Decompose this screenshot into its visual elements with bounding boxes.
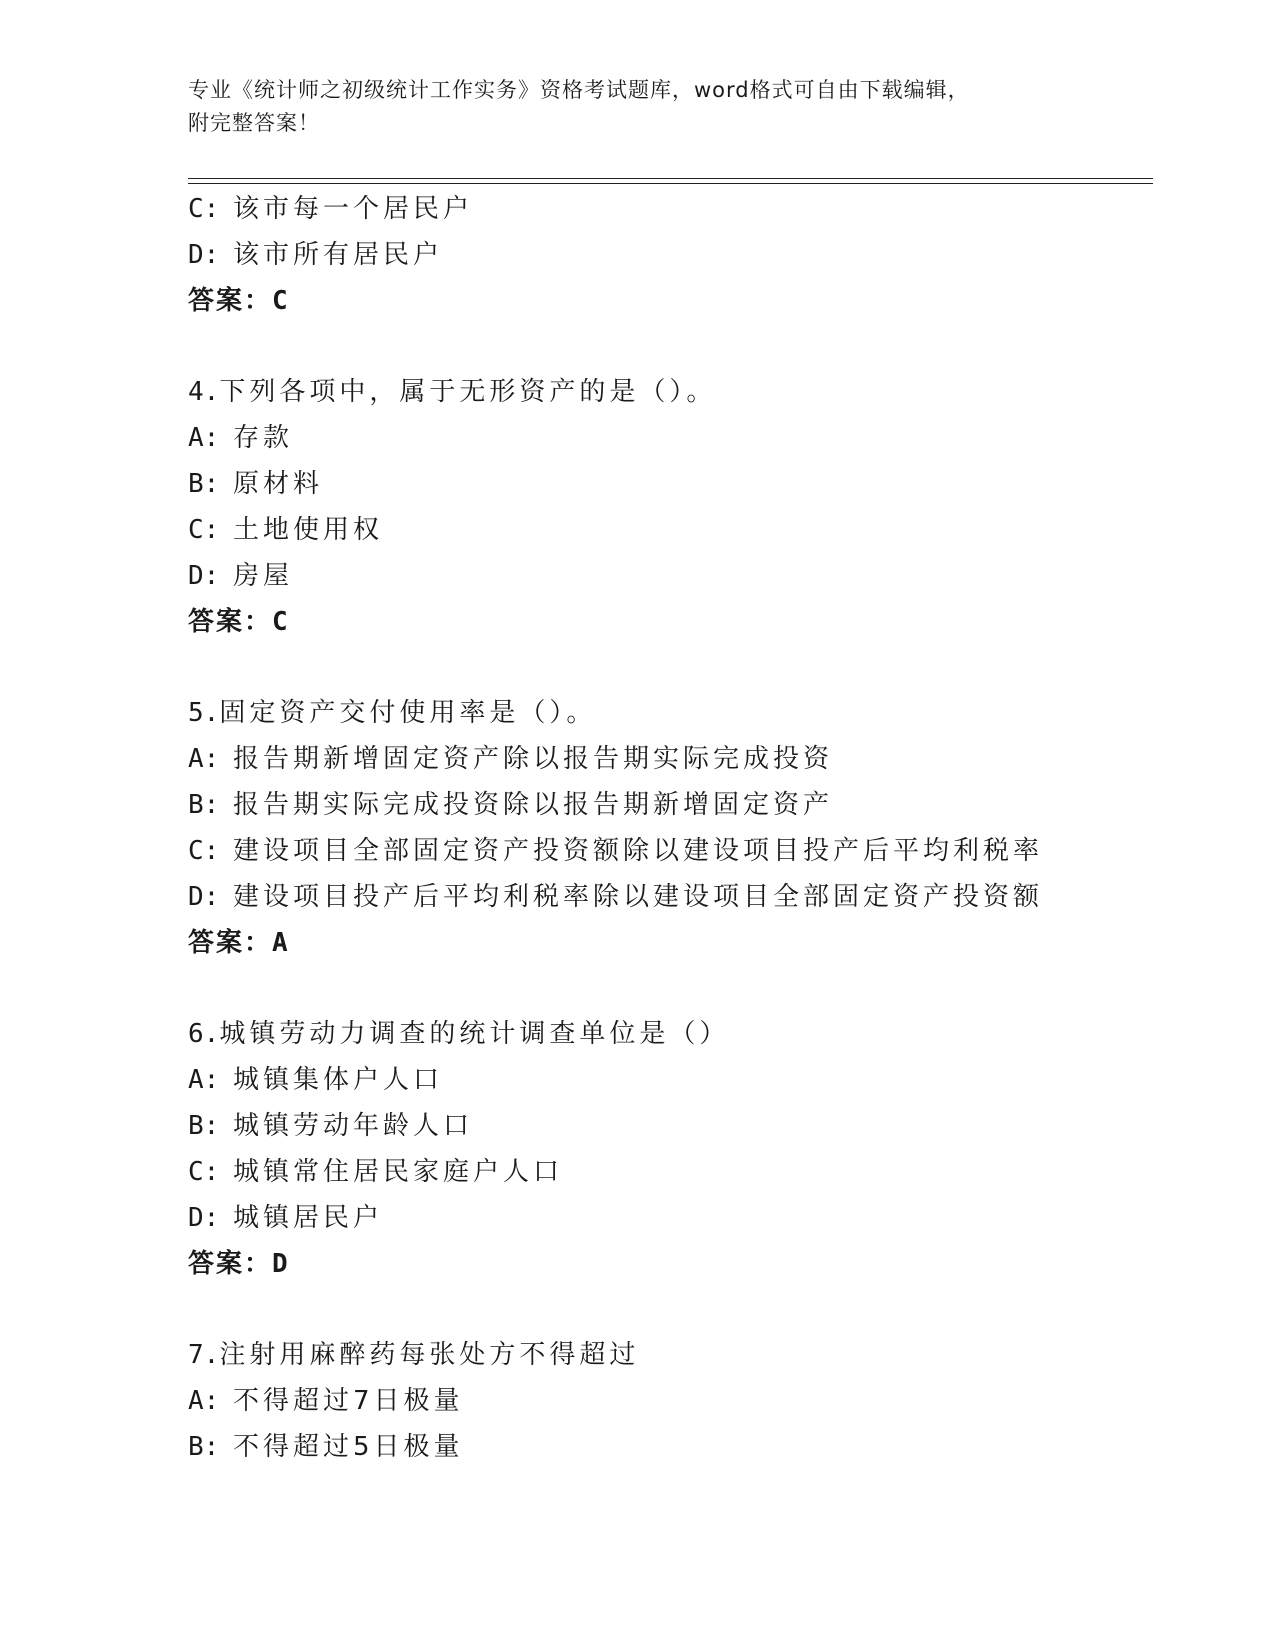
option-a: [188, 1378, 1153, 1424]
answer-value: A: [272, 928, 288, 958]
option-key: C:: [188, 515, 220, 545]
option-text: 不得超过5日极量: [233, 1432, 464, 1462]
answer-line: [188, 278, 1153, 324]
option-c: [188, 186, 1153, 232]
question-text: 下列各项中，属于无形资产的是（）。: [219, 377, 717, 407]
answer-line: [188, 599, 1153, 645]
option-key: C:: [188, 836, 220, 866]
option-text: 报告期新增固定资产除以报告期实际完成投资: [233, 744, 834, 774]
option-key: A:: [188, 1065, 220, 1095]
question-number: 6.: [188, 1019, 220, 1049]
answer-value: C: [272, 286, 288, 316]
option-key: A:: [188, 1386, 220, 1416]
option-key: B:: [188, 1111, 220, 1141]
question-5: [188, 690, 1153, 966]
option-text: 城镇集体户人口: [233, 1065, 444, 1095]
option-b: [188, 782, 1153, 828]
question-3-continuation: [188, 186, 1153, 324]
question-number: 4.: [188, 377, 220, 407]
question-6: [188, 1011, 1153, 1287]
answer-line: [188, 1241, 1153, 1287]
option-d: [188, 1195, 1153, 1241]
question-list: [188, 186, 1153, 1470]
option-a: [188, 736, 1153, 782]
option-key: B:: [188, 469, 220, 499]
option-d: [188, 232, 1153, 278]
option-text: 建设项目投产后平均利税率除以建设项目全部固定资产投资额: [233, 882, 1044, 912]
header-divider-top: [188, 178, 1153, 179]
option-key: B:: [188, 1432, 220, 1462]
option-text: 建设项目全部固定资产投资额除以建设项目投产后平均利税率: [233, 836, 1044, 866]
answer-label: 答案：: [188, 1249, 273, 1279]
question-number: 5.: [188, 698, 220, 728]
option-b: [188, 1103, 1153, 1149]
option-key: D:: [188, 561, 220, 591]
option-c: [188, 828, 1153, 874]
document-header: [188, 74, 1068, 140]
question-7: [188, 1332, 1153, 1470]
header-divider-bottom: [188, 183, 1153, 184]
answer-label: 答案：: [188, 286, 273, 316]
question-stem: [188, 1332, 1153, 1378]
option-c: [188, 1149, 1153, 1195]
option-a: [188, 1057, 1153, 1103]
option-text: 存款: [233, 423, 294, 453]
answer-line: [188, 920, 1153, 966]
option-text: 城镇居民户: [233, 1203, 384, 1233]
option-key: D:: [188, 240, 220, 270]
option-text: 该市每一个居民户: [233, 194, 474, 224]
question-stem: [188, 690, 1153, 736]
option-text: 土地使用权: [233, 515, 384, 545]
option-text: 城镇常住居民家庭户人口: [233, 1157, 564, 1187]
header-title-line-2: 附完整答案！: [188, 111, 320, 135]
question-number: 7.: [188, 1340, 220, 1370]
option-c: [188, 507, 1153, 553]
option-key: D:: [188, 882, 220, 912]
option-key: C:: [188, 1157, 220, 1187]
option-d: [188, 553, 1153, 599]
question-4: [188, 369, 1153, 645]
question-text: 城镇劳动力调查的统计调查单位是（）: [219, 1019, 730, 1049]
option-text: 不得超过7日极量: [233, 1386, 464, 1416]
question-text: 固定资产交付使用率是（）。: [219, 698, 597, 728]
option-text: 报告期实际完成投资除以报告期新增固定资产: [233, 790, 834, 820]
option-key: D:: [188, 1203, 220, 1233]
answer-value: C: [272, 607, 288, 637]
option-text: 房屋: [233, 561, 294, 591]
option-text: 该市所有居民户: [233, 240, 444, 270]
question-stem: [188, 369, 1153, 415]
option-b: [188, 461, 1153, 507]
answer-label: 答案：: [188, 607, 273, 637]
option-key: C:: [188, 194, 220, 224]
option-key: A:: [188, 744, 220, 774]
answer-value: D: [272, 1249, 288, 1279]
answer-label: 答案：: [188, 928, 273, 958]
option-key: B:: [188, 790, 220, 820]
option-key: A:: [188, 423, 220, 453]
question-stem: [188, 1011, 1153, 1057]
option-a: [188, 415, 1153, 461]
header-title-line-1: 专业《统计师之初级统计工作实务》资格考试题库，word格式可自由下载编辑，: [188, 78, 970, 102]
option-text: 原材料: [233, 469, 324, 499]
option-d: [188, 874, 1153, 920]
option-text: 城镇劳动年龄人口: [233, 1111, 474, 1141]
option-b: [188, 1424, 1153, 1470]
question-text: 注射用麻醉药每张处方不得超过: [219, 1340, 640, 1370]
